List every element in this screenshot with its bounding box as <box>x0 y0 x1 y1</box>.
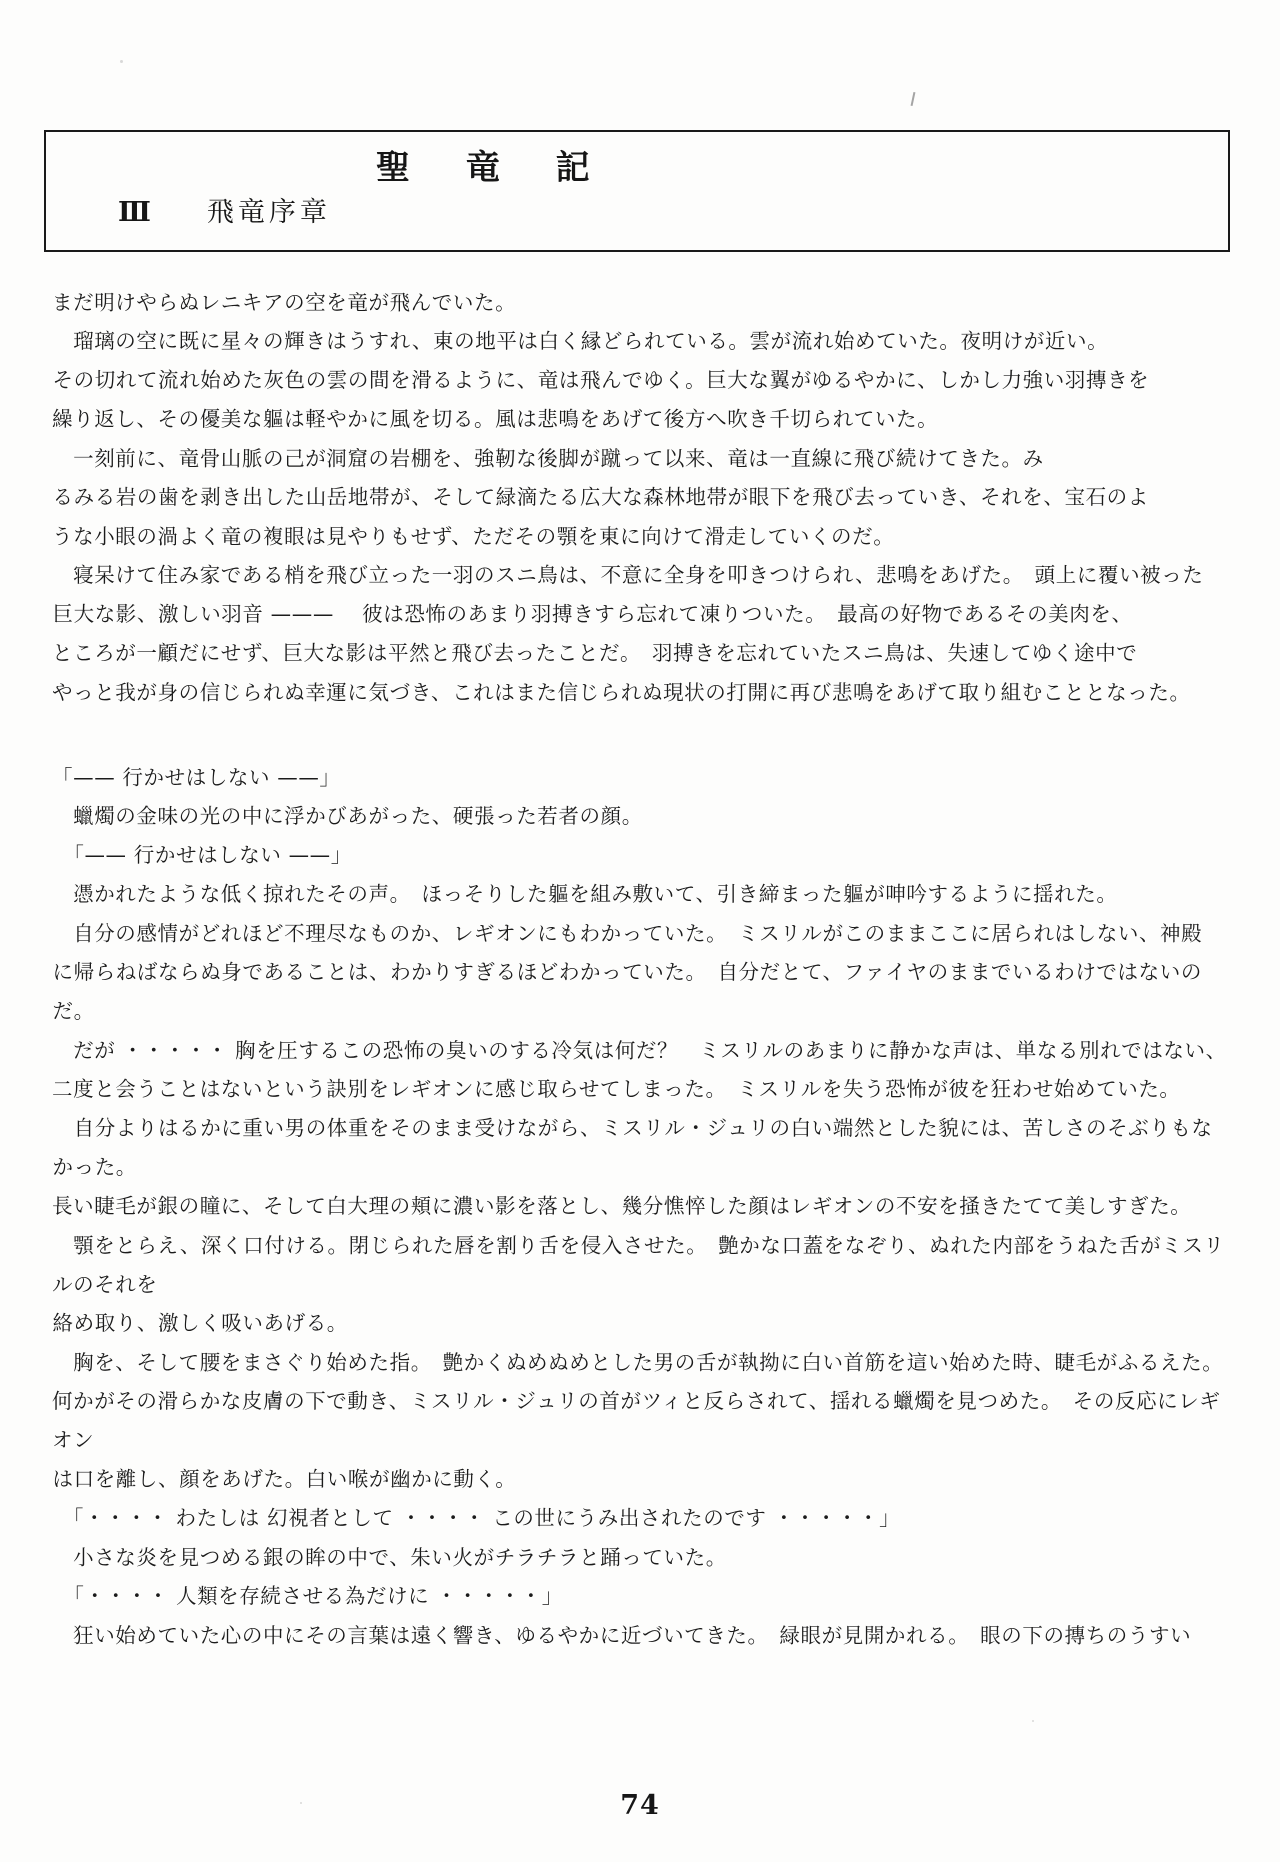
text-line: 絡め取り、激しく吸いあげる。 <box>52 1311 348 1335</box>
text-line: やっと我が身の信じられぬ幸運に気づき、これはまた信じられぬ現状の打開に再び悲鳴をあげて取り組むこととなった。 <box>52 680 1191 705</box>
text-line: 繰り返し、その優美な軀は軽やかに風を切る。風は悲鳴をあげて後方へ吹き千切られていた。 <box>52 407 939 431</box>
text-line: 「—— 行かせはしない ——」 <box>52 843 352 867</box>
text-line: 瑠璃の空に既に星々の輝きはうすれ、東の地平は白く縁どられている。雲が流れ始めていた。夜明けが近い。 <box>52 329 1109 353</box>
text-line: 「・・・・ わたしは 幻視者として ・・・・ この世にうみ出されたのです ・・・・・」 <box>52 1506 901 1530</box>
text-line: だが ・・・・・ 胸を圧するこの恐怖の臭いのする冷気は何だ？ ミスリルのあまりに静かな声は、単なる別れではない、 <box>52 1038 1227 1063</box>
text-line: 自分の感情がどれほど不理尽なものか、レギオンにもわかっていた。 ミスリルがこのままここに居られはしない、神殿 <box>52 921 1203 946</box>
stray-pen-mark <box>911 92 916 106</box>
text-line: 二度と会うことはないという訣別をレギオンに感じ取らせてしまった。 ミスリルを失う恐怖が彼を狂わせ始めていた。 <box>52 1077 1181 1101</box>
text-line: まだ明けやらぬレニキアの空を竜が飛んでいた。 <box>52 290 517 315</box>
body-text-block-2 <box>52 758 1232 1655</box>
text-line: 「—— 行かせはしない ——」 <box>52 765 341 790</box>
text-line: 小さな炎を見つめる銀の眸の中で、朱い火がチラチラと踊っていた。 <box>52 1545 727 1570</box>
chapter-heading <box>118 190 331 229</box>
text-line: ところが一顧だにせず、巨大な影は平然と飛び去ったことだ。 羽搏きを忘れていたスニ鳥は、失速してゆく途中で <box>52 641 1138 665</box>
scan-speck <box>120 60 123 63</box>
title-box <box>44 130 1230 252</box>
page-number: 74 <box>620 1790 660 1821</box>
chapter-title: 飛竜序章 <box>206 197 331 228</box>
text-line: 憑かれたような低く掠れたその声。 ほっそりした軀を組み敷いて、引き締まった軀が呻吟するように揺れた。 <box>52 882 1118 906</box>
text-line: うな小眼の渦よく竜の複眼は見やりもせず、ただその顎を東に向けて滑走していくのだ。 <box>52 524 895 549</box>
text-line: 長い睫毛が銀の瞳に、そして白大理の頬に濃い影を落とし、幾分憔悴した顔はレギオンの不安を掻きたてて美しすぎた。 <box>52 1194 1192 1218</box>
text-line: 顎をとらえ、深く口付ける。閉じられた唇を割り舌を侵入させた。 艶かな口蓋をなぞり、ぬれた内部をうねた舌がミスリルのそれを <box>52 1233 1225 1297</box>
text-line: その切れて流れ始めた灰色の雲の間を滑るように、竜は飛んでゆく。巨大な翼がゆるやかに、しかし力強い羽摶きを <box>52 368 1150 392</box>
text-line: 狂い始めていた心の中にその言葉は遠く響き、ゆるやかに近づいてきた。 緑眼が見開かれる。 眼の下の摶ちのうすい <box>52 1623 1192 1648</box>
text-line: 蠟燭の金味の光の中に浮かびあがった、硬張った若者の顔。 <box>52 804 643 828</box>
text-line: 「・・・・ 人類を存続させる為だけに ・・・・・」 <box>52 1584 563 1608</box>
text-line: 何かがその滑らかな皮膚の下で動き、ミスリル・ジュリの首がツィと反らされて、揺れる蠟燭を見つめた。 その反応にレギオン <box>52 1389 1221 1452</box>
text-line: 寝呆けて住み家である梢を飛び立った一羽のスニ鳥は、不意に全身を叩きつけられ、悲鳴をあげた。 頭上に覆い被った <box>52 563 1204 587</box>
text-line: 巨大な影、激しい羽音 ——— 彼は恐怖のあまり羽搏きすら忘れて凍りついた。 最高の好物であるその美肉を、 <box>52 602 1133 626</box>
scan-speck <box>1032 1720 1034 1722</box>
text-line: 一刻前に、竜骨山脈の己が洞窟の岩棚を、強靭な後脚が蹴って以来、竜は一直線に飛び続けてきた。み <box>52 446 1044 471</box>
chapter-number: Ⅲ <box>118 197 153 228</box>
text-line: るみる岩の歯を剥き出した山岳地帯が、そして緑滴たる広大な森林地帯が眼下を飛び去っていき、それを、宝石のよ <box>52 485 1149 509</box>
text-line: に帰らねばならぬ身であることは、わかりすぎるほどわかっていた。 自分だとて、ファイヤのままでいるわけではないのだ。 <box>52 960 1202 1023</box>
page-title: 聖 竜 記 <box>376 148 612 188</box>
text-line: は口を離し、顔をあげた。白い喉が幽かに動く。 <box>52 1467 517 1491</box>
body-text-block-1 <box>52 283 1232 712</box>
text-line: 自分よりはるかに重い男の体重をそのまま受けながら、ミスリル・ジュリの白い端然とした貌には、苦しさのそぶりもなかった。 <box>52 1116 1213 1179</box>
text-line: 胸を、そして腰をまさぐり始めた指。 艶かくぬめぬめとした男の舌が執拗に白い首筋を這い始めた時、睫毛がふるえた。 <box>52 1350 1224 1375</box>
